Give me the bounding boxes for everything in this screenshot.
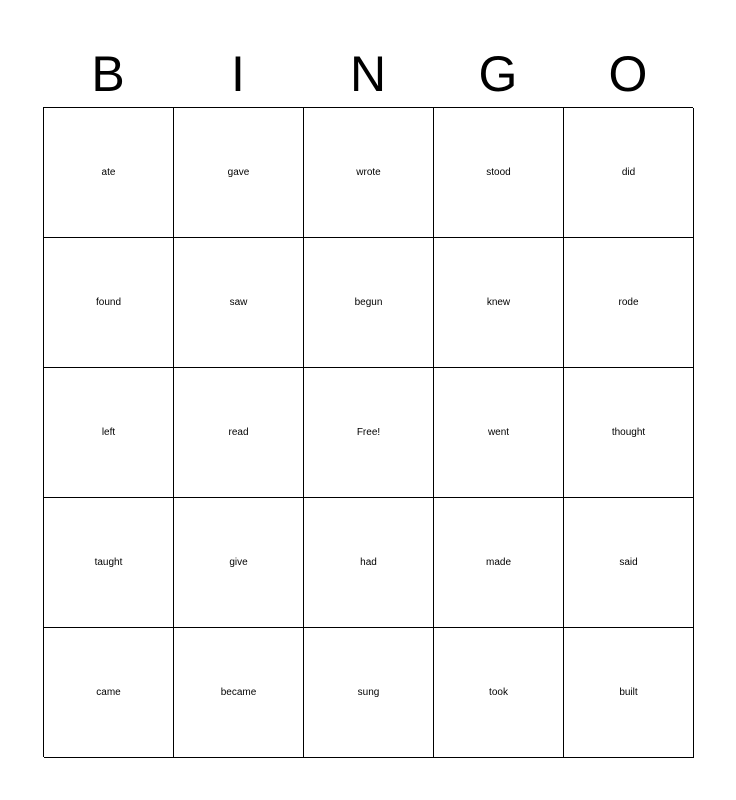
bingo-cell[interactable]: left bbox=[44, 368, 174, 498]
bingo-cell[interactable]: did bbox=[564, 108, 694, 238]
bingo-cell[interactable]: had bbox=[304, 498, 434, 628]
bingo-cell[interactable]: taught bbox=[44, 498, 174, 628]
header-letter-n: N bbox=[349, 46, 387, 102]
bingo-cell[interactable]: went bbox=[434, 368, 564, 498]
bingo-cell[interactable]: saw bbox=[174, 238, 304, 368]
bingo-cell[interactable]: ate bbox=[44, 108, 174, 238]
bingo-cell[interactable]: knew bbox=[434, 238, 564, 368]
free-space-cell[interactable]: Free! bbox=[304, 368, 434, 498]
bingo-cell[interactable]: came bbox=[44, 628, 174, 758]
bingo-cell[interactable]: became bbox=[174, 628, 304, 758]
bingo-cell[interactable]: took bbox=[434, 628, 564, 758]
header-letter-g: G bbox=[478, 46, 518, 102]
bingo-cell[interactable]: found bbox=[44, 238, 174, 368]
bingo-cell[interactable]: wrote bbox=[304, 108, 434, 238]
bingo-cell[interactable]: said bbox=[564, 498, 694, 628]
header-letter-o: O bbox=[608, 46, 648, 102]
header-letter-b: B bbox=[91, 46, 125, 102]
header-letter-i: I bbox=[231, 46, 245, 102]
bingo-cell[interactable]: begun bbox=[304, 238, 434, 368]
bingo-header bbox=[43, 40, 693, 108]
bingo-cell[interactable]: stood bbox=[434, 108, 564, 238]
bingo-cell[interactable]: thought bbox=[564, 368, 694, 498]
bingo-board bbox=[43, 107, 693, 757]
bingo-cell[interactable]: sung bbox=[304, 628, 434, 758]
bingo-cell[interactable]: rode bbox=[564, 238, 694, 368]
bingo-cell[interactable]: made bbox=[434, 498, 564, 628]
bingo-cell[interactable]: give bbox=[174, 498, 304, 628]
bingo-cell[interactable]: built bbox=[564, 628, 694, 758]
bingo-cell[interactable]: gave bbox=[174, 108, 304, 238]
bingo-cell[interactable]: read bbox=[174, 368, 304, 498]
